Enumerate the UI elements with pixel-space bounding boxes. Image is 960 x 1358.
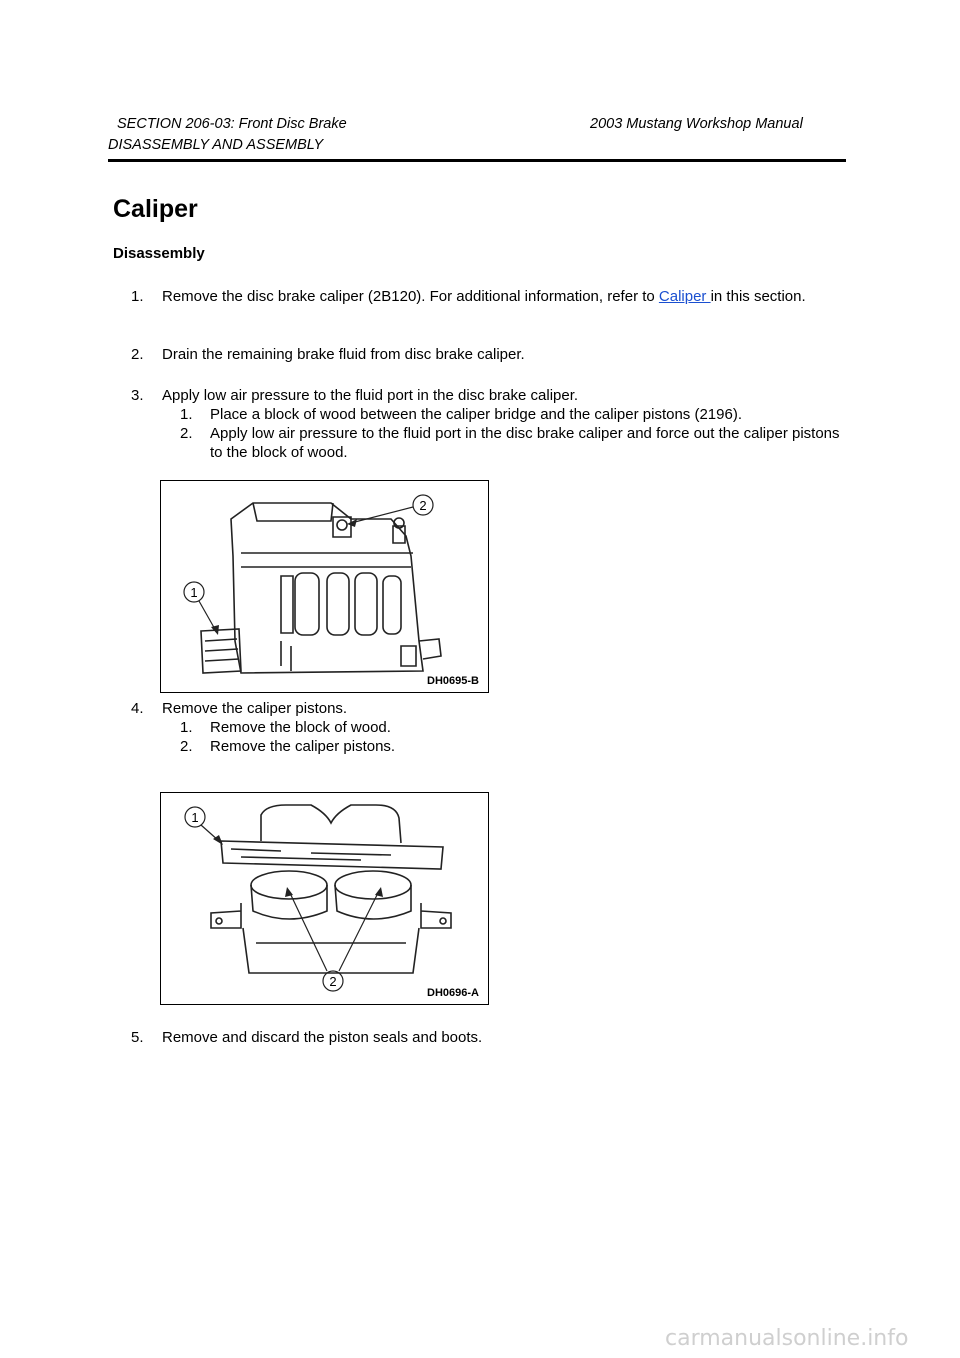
header-rule <box>108 159 846 162</box>
figure-1-callout-2: 2 <box>419 498 427 513</box>
step-2 <box>131 345 831 364</box>
step-text: Apply low air pressure to the fluid port in the disc brake caliper. <box>162 387 579 404</box>
substep-number: 2. <box>180 425 193 442</box>
figure-1-callout-1: 1 <box>190 585 198 600</box>
page-subtitle: Disassembly <box>113 245 205 262</box>
figure-2-callout-2: 2 <box>329 974 337 989</box>
substep-number: 2. <box>180 738 193 755</box>
step-number: 5. <box>131 1029 144 1046</box>
substep-number: 1. <box>180 719 193 736</box>
substep-text: Place a block of wood between the caliper bridge and the caliper pistons (2196). <box>210 406 742 423</box>
step-number: 4. <box>131 700 144 717</box>
step-text: Remove the disc brake caliper (2B120). For additional information, refer to Caliper in this section. <box>162 288 806 305</box>
watermark: carmanualsonline.info <box>665 1326 909 1351</box>
caliper-illustration-2 <box>161 793 488 1004</box>
header-subsection: DISASSEMBLY AND ASSEMBLY <box>108 137 324 153</box>
caliper-illustration-1 <box>161 481 488 692</box>
step-3-substep-1 <box>180 405 840 424</box>
step-text: Remove and discard the piston seals and boots. <box>162 1029 483 1046</box>
step-4 <box>131 699 831 718</box>
figure-caliper-pistons-air <box>160 480 489 693</box>
substep-text: Apply low air pressure to the fluid port in the disc brake caliper and force out the caliper pistons to the block of wood. <box>210 425 840 461</box>
header-section: SECTION 206-03: Front Disc Brake <box>117 116 347 132</box>
step-4-substep-1 <box>180 718 840 737</box>
step-text: Drain the remaining brake fluid from disc brake caliper. <box>162 346 525 363</box>
figure-2-code: DH0696-A <box>427 987 479 999</box>
caliper-link[interactable]: Caliper <box>658 288 711 305</box>
figure-1-code: DH0695-B <box>427 675 479 687</box>
substep-number: 1. <box>180 406 193 423</box>
figure-2-callout-1: 1 <box>191 810 199 825</box>
step-number: 3. <box>131 387 144 404</box>
step-number: 2. <box>131 346 144 363</box>
step-text: Remove the caliper pistons. <box>162 700 348 717</box>
step-5 <box>131 1028 831 1047</box>
page-title: Caliper <box>113 195 198 223</box>
step-3-substep-2 <box>180 424 840 462</box>
header-manual-title: 2003 Mustang Workshop Manual <box>590 116 803 132</box>
substep-text: Remove the caliper pistons. <box>210 738 396 755</box>
figure-remove-pistons <box>160 792 489 1005</box>
substep-text: Remove the block of wood. <box>210 719 391 736</box>
step-3 <box>131 386 831 405</box>
step-1 <box>131 287 831 306</box>
step-number: 1. <box>131 288 144 305</box>
step-4-substep-2 <box>180 737 840 756</box>
